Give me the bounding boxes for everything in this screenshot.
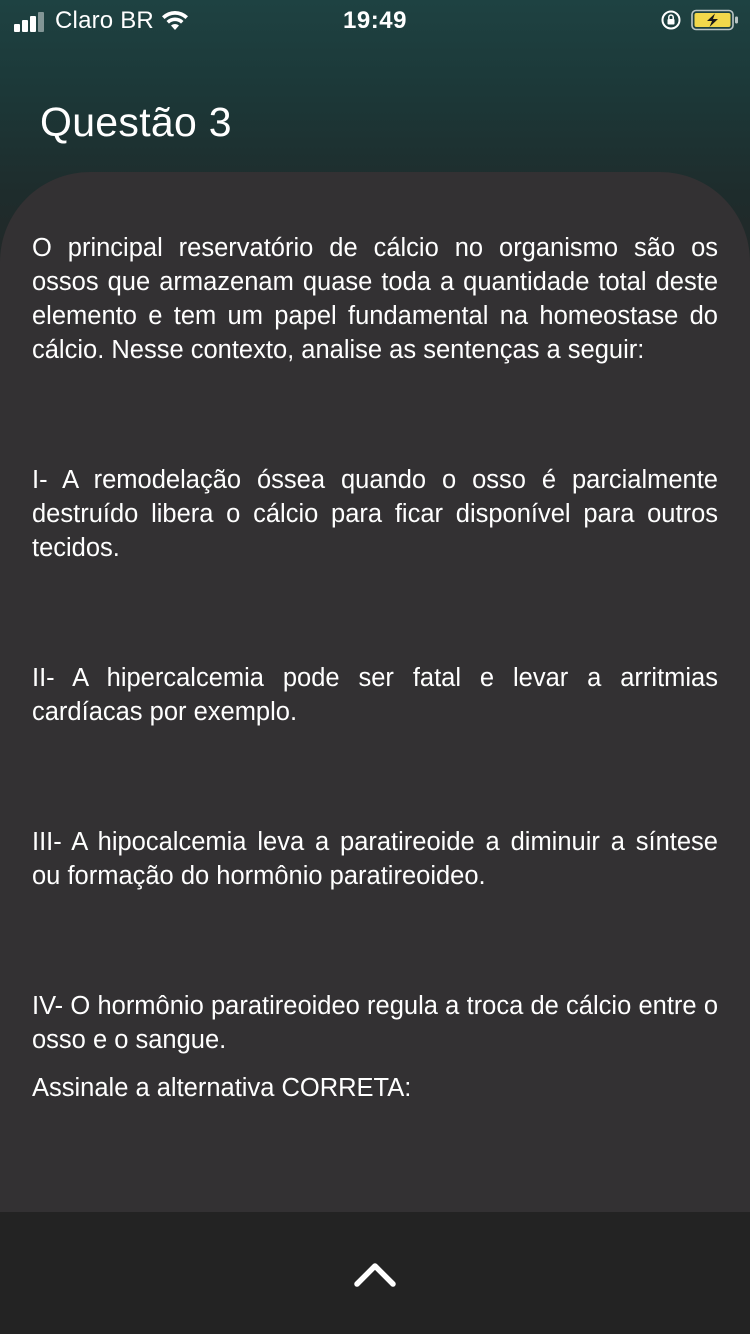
page-title: Questão 3 — [40, 99, 232, 146]
battery-charging-icon — [691, 9, 741, 31]
statement-4: IV- O hormônio paratireoideo regula a troca de cálcio entre o osso e o sangue. — [32, 992, 718, 1054]
instruction-text: Assinale a alternativa CORRETA: — [32, 1074, 412, 1102]
clock: 19:49 — [343, 7, 407, 34]
statement-3: III- A hipocalcemia leva a paratireoide a diminuir a síntese ou formação do hormônio paratireoideo. — [32, 828, 718, 890]
statement-2: II- A hipercalcemia pode ser fatal e levar a arritmias cardíacas por exemplo. — [32, 664, 718, 726]
question-content — [32, 231, 718, 1105]
orientation-lock-icon — [660, 9, 682, 31]
expand-answers-button[interactable] — [345, 1250, 405, 1294]
carrier-name: Claro BR — [55, 7, 154, 34]
question-intro: O principal reservatório de cálcio no organismo são os ossos que armazenam quase toda a quantidade total deste elemento e tem um papel fundamental na homeostase do cálcio. Nesse contexto, analise as sentenças a seguir: — [32, 234, 718, 364]
status-bar — [0, 0, 750, 42]
chevron-up-icon — [345, 1250, 405, 1294]
statement-1: I- A remodelação óssea quando o osso é parcialmente destruído libera o cálcio para ficar disponível para outros tecidos. — [32, 466, 718, 562]
